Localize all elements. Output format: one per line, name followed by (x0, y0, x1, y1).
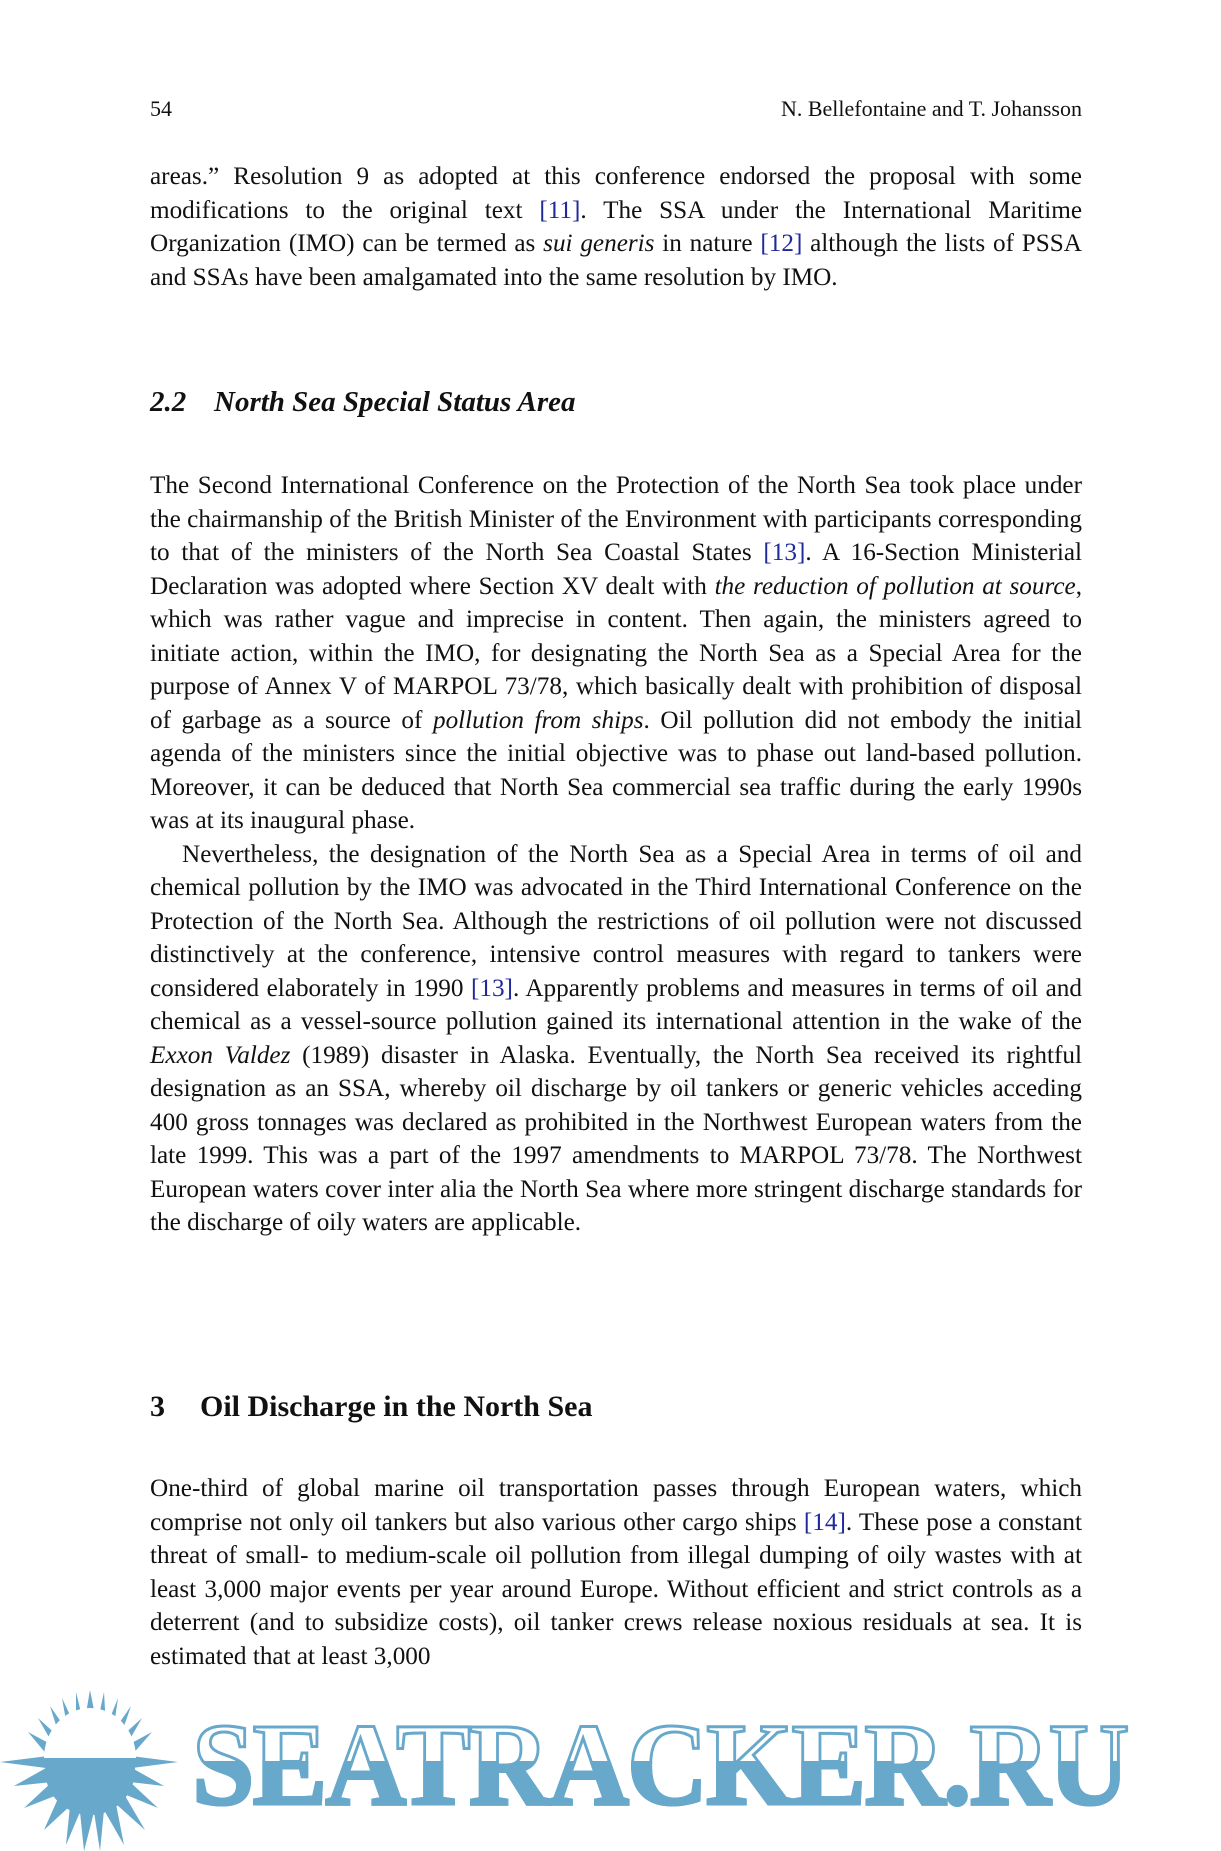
watermark (0, 1690, 1221, 1851)
text-run: . Apparently problems and measures in terms of oil and chemical as a vessel-source pollution gained its international attention in the wake of the (150, 974, 1082, 1035)
citation-link[interactable]: [11] (539, 196, 581, 224)
text-run: . The SSA under the International Maritime Organization (IMO) can be termed as (150, 196, 1083, 257)
text-run: (1989) disaster in Alaska. Eventually, the North Sea received its rightful designation as an SSA, whereby oil discharge by oil tankers or generic vehicles acceding 400 gross tonnages was declared as prohibited in the Northwest European waters from the late 1999. This was a part of the 1997 amendments to MARPOL 73/78. The Northwest European waters cover inter alia the North Sea where more stringent discharge standards for the discharge of oily waters are applicable. (150, 1041, 1082, 1236)
section-number: 3 (150, 1390, 165, 1423)
italic-term: sui generis (543, 230, 655, 257)
text-run: The Second International Conference on the Protection of the North Sea took place under the chairmanship of the British Minister of the Environment with participants corresponding to that of the ministers of the North Sea Coastal States (150, 472, 1082, 566)
section-heading-2-2 (150, 386, 575, 419)
section-title: North Sea Special Status Area (214, 386, 576, 418)
section-number: 2.2 (150, 386, 187, 418)
text-run: . A 16-Section Ministerial Declaration was adopted where Section XV dealt with (150, 539, 1083, 600)
watermark-text: SEATRACKER.RU (192, 1699, 1128, 1830)
paragraph (150, 838, 1082, 1240)
text-run: Nevertheless, the designation of the North Sea as a Special Area in terms of oil and chemical pollution by the IMO was advocated in the Third International Conference on the Protection of the North Sea. Although the restrictions of oil pollution were not discussed distinctively at the conference, intensive control measures with regard to tankers were considered elaborately in 1990 (150, 840, 1082, 1002)
citation-link[interactable]: [13] (470, 974, 513, 1002)
text-run: One-third of global marine oil transportation passes through European waters, which comprise not only oil tankers but also various other cargo ships (150, 1475, 1082, 1536)
section-2-2-body (150, 469, 1082, 1240)
page-number: 54 (150, 96, 172, 121)
citation-link[interactable]: [12] (760, 230, 803, 257)
intro-paragraph (150, 160, 1082, 294)
text-run: areas.” Resolution 9 as adopted at this conference endorsed the proposal with some modifications to the original text (150, 163, 1082, 224)
text-run: . Oil pollution did not embody the initial agenda of the ministers since the initial objective was to phase out land-based pollution. Moreover, it can be deduced that North Sea commercial sea traffic during the early 1990s was at its inaugural phase. (150, 706, 1082, 834)
sun-over-sea-icon (0, 1690, 180, 1851)
section-title: Oil Discharge in the North Sea (200, 1390, 593, 1423)
section-heading-3 (150, 1390, 592, 1424)
italic-term: pollution from ships (432, 706, 644, 734)
paragraph (150, 469, 1082, 838)
italic-term: Exxon Valdez (150, 1041, 291, 1069)
section-3-body (150, 1472, 1082, 1673)
citation-link[interactable]: [14] (803, 1508, 846, 1536)
text-run: in nature (654, 230, 761, 257)
paragraph (150, 1472, 1082, 1673)
text-run: although the lists of PSSA and SSAs have been amalgamated into the same resolution by IMO. (150, 230, 1082, 291)
running-head-authors: N. Bellefontaine and T. Johansson (780, 96, 1082, 121)
text-run: . These pose a constant threat of small- to medium-scale oil pollution from illegal dumping of oily wastes with at least 3,000 major events per year around Europe. Without efficient and strict controls as a deterrent (and to subsidize costs), oil tanker crews release noxious residuals at sea. It is estimated that at least 3,000 (150, 1508, 1082, 1670)
italic-term: the reduction of pollution at source (714, 572, 1076, 600)
running-head (150, 96, 1082, 126)
citation-link[interactable]: [13] (763, 539, 806, 566)
text-run: , which was rather vague and imprecise in content. Then again, the ministers agreed to initiate action, within the IMO, for designating the North Sea as a Special Area for the purpose of Annex V of MARPOL 73/78, which basically dealt with prohibition of disposal of garbage as a source of (150, 572, 1082, 734)
